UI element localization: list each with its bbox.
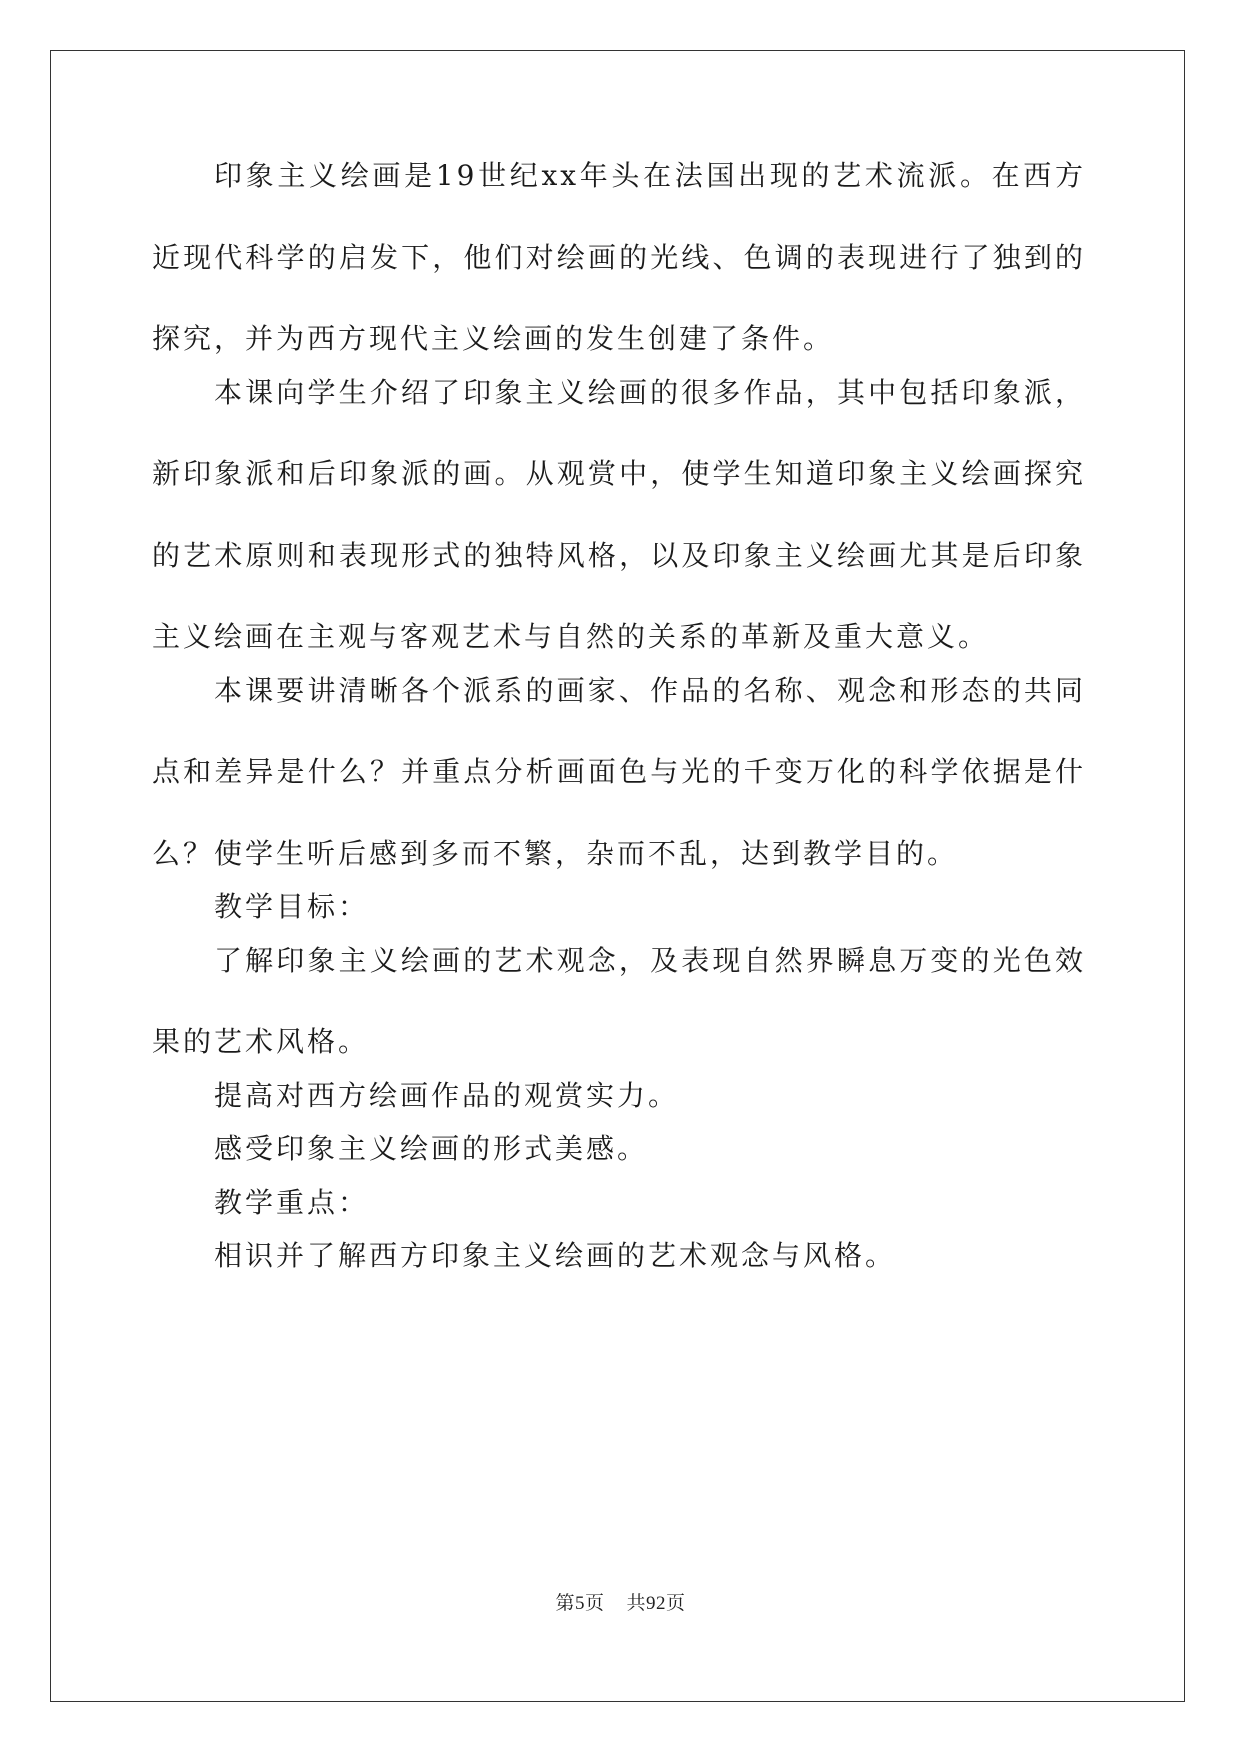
goal-item-appreciation: 提高对西方绘画作品的观赏实力。 <box>214 1078 680 1112</box>
goal-item-aesthetics: 感受印象主义绘画的形式美感。 <box>214 1132 649 1165</box>
paragraph-intro: 印象主义绘画是19世纪xx年头在法国出现的艺术流派。在西方近现代科学的启发下，他们对绘画的光线、色调的表现进行了独到的探究，并为西方现代主义绘画的发生创建了条件。 <box>152 159 1086 355</box>
page-number: 第5页 <box>555 1593 605 1614</box>
heading-teaching-goals: 教学目标： <box>214 890 370 923</box>
paragraph-course-content: 本课向学生介绍了印象主义绘画的很多作品，其中包括印象派，新印象派和后印象派的画。从观赏中，使学生知道印象主义绘画探究的艺术原则和表现形式的独特风格，以及印象主义绘画尤其是后印象主义绘画在主观与客观艺术与自然的关系的革新及重大意义。 <box>152 375 1086 653</box>
page-total: 共92页 <box>626 1593 686 1614</box>
page-footer <box>0 1588 1241 1615</box>
focus-item-recognize: 相识并了解西方印象主义绘画的艺术观念与风格。 <box>214 1239 897 1272</box>
document-body <box>152 159 1086 1297</box>
heading-teaching-focus: 教学重点： <box>214 1185 370 1219</box>
goal-item-understand: 了解印象主义绘画的艺术观念，及表现自然界瞬息万变的光色效果的艺术风格。 <box>152 943 1086 1058</box>
paragraph-course-requirements: 本课要讲清晰各个派系的画家、作品的名称、观念和形态的共同点和差异是什么？并重点分析画面色与光的千变万化的科学依据是什么？使学生听后感到多而不繁，杂而不乱，达到教学目的。 <box>152 673 1086 870</box>
